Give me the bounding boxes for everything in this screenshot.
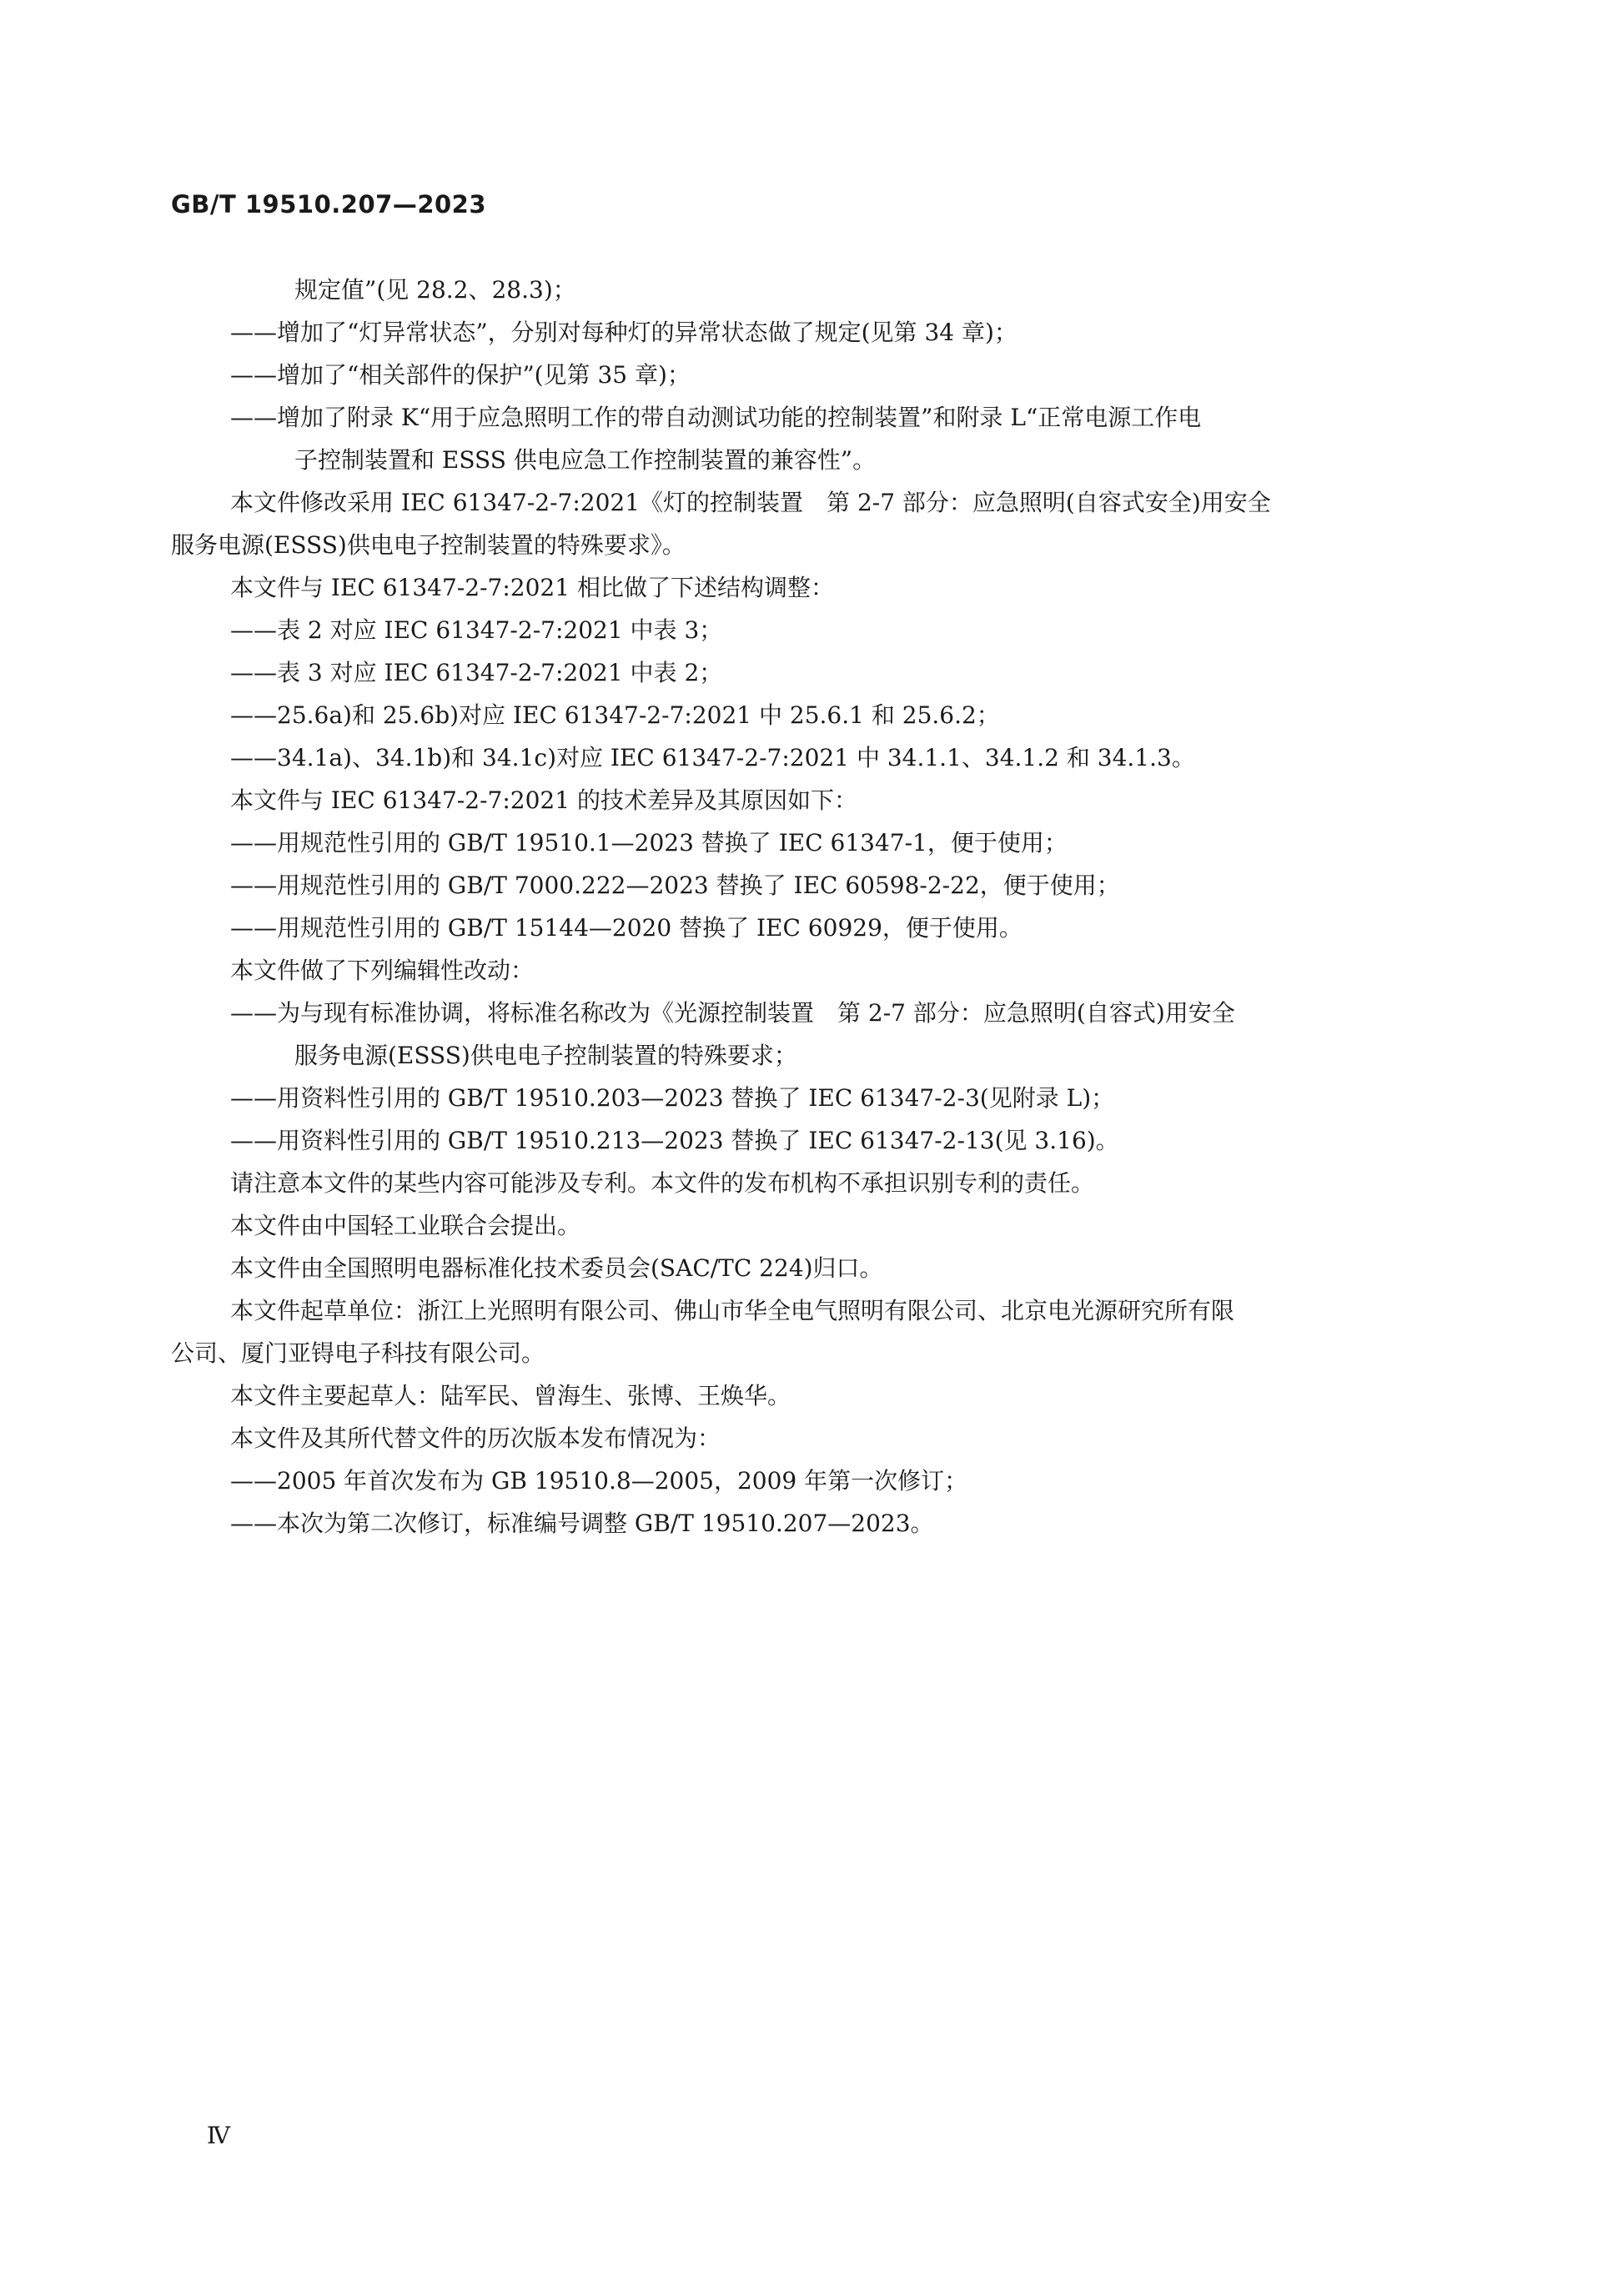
text-line: ——用资料性引用的 GB/T 19510.213—2023 替换了 IEC 61347-2-13(见 3.16)。 — [230, 1127, 1119, 1154]
text-line: ——为与现有标准协调，将标准名称改为《光源控制装置 第 2-7 部分：应急照明(自容式)用安全 — [230, 999, 1235, 1027]
text-line: ——25.6a)和 25.6b)对应 IEC 61347-2-7:2021 中 25.6.1 和 25.6.2； — [230, 701, 1000, 729]
text-line: 本文件起草单位：浙江上光照明有限公司、佛山市华全电气照明有限公司、北京电光源研究所有限 — [230, 1297, 1235, 1324]
text-line: ——用规范性引用的 GB/T 15144—2020 替换了 IEC 60929，便于使用。 — [230, 914, 1023, 942]
text-line: ——用规范性引用的 GB/T 7000.222—2023 替换了 IEC 60598-2-22，便于使用； — [230, 872, 1120, 899]
text-line: ——用规范性引用的 GB/T 19510.1—2023 替换了 IEC 61347-1，便于使用； — [230, 829, 1068, 857]
text-line: 本文件做了下列编辑性改动： — [230, 957, 535, 984]
text-line: 本文件主要起草人：陆军民、曾海生、张博、王焕华。 — [230, 1382, 791, 1409]
text-line: 服务电源(ESSS)供电电子控制装置的特殊要求》。 — [171, 531, 686, 559]
text-line: 子控制装置和 ESSS 供电应急工作控制装置的兼容性”。 — [294, 446, 877, 474]
text-line: ——增加了“灯异常状态”，分别对每种灯的异常状态做了规定(见第 34 章)； — [230, 319, 1018, 346]
text-line: ——增加了附录 K“用于应急照明工作的带自动测试功能的控制装置”和附录 L“正常电源工作电 — [230, 404, 1202, 431]
text-line: ——表 3 对应 IEC 61347-2-7:2021 中表 2； — [230, 659, 723, 686]
text-line: 本文件及其所代替文件的历次版本发布情况为： — [230, 1424, 721, 1452]
text-line: 本文件修改采用 IEC 61347-2-7:2021《灯的控制装置 第 2-7 部分：应急照明(自容式安全)用安全 — [230, 489, 1271, 516]
text-line: ——2005 年首次发布为 GB 19510.8—2005，2009 年第一次修订； — [230, 1467, 968, 1495]
text-line: 规定值”(见 28.2、28.3)； — [294, 276, 576, 304]
text-line: ——表 2 对应 IEC 61347-2-7:2021 中表 3； — [230, 616, 723, 644]
page-number: Ⅳ — [207, 2122, 230, 2149]
text-line: 本文件与 IEC 61347-2-7:2021 的技术差异及其原因如下： — [230, 786, 857, 814]
text-line: ——34.1a)、34.1b)和 34.1c)对应 IEC 61347-2-7:2021 中 34.1.1、34.1.2 和 34.1.3。 — [230, 744, 1195, 771]
text-line: 本文件由中国轻工业联合会提出。 — [230, 1212, 581, 1239]
text-line: 本文件由全国照明电器标准化技术委员会(SAC/TC 224)归口。 — [230, 1254, 883, 1282]
text-line: 请注意本文件的某些内容可能涉及专利。本文件的发布机构不承担识别专利的责任。 — [230, 1169, 1095, 1197]
text-line: 本文件与 IEC 61347-2-7:2021 相比做了下述结构调整： — [230, 574, 834, 601]
text-line: 服务电源(ESSS)供电电子控制装置的特殊要求； — [294, 1042, 797, 1069]
text-line: 公司、厦门亚锝电子科技有限公司。 — [171, 1339, 545, 1367]
text-line: ——本次为第二次修订，标准编号调整 GB/T 19510.207—2023。 — [230, 1510, 934, 1537]
document-body — [171, 269, 1439, 1545]
standard-number-header: GB/T 19510.207—2023 — [171, 190, 487, 219]
text-line: ——用资料性引用的 GB/T 19510.203—2023 替换了 IEC 61347-2-3(见附录 L)； — [230, 1084, 1115, 1112]
text-line: ——增加了“相关部件的保护”(见第 35 章)； — [230, 361, 691, 389]
